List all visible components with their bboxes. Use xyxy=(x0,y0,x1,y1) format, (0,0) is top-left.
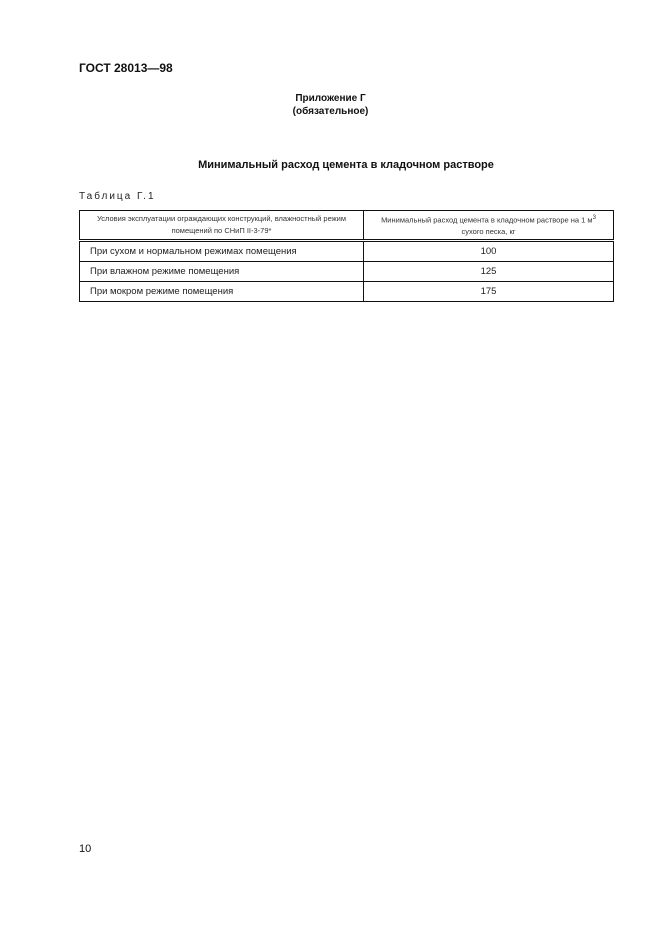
document-code: ГОСТ 28013—98 xyxy=(79,61,173,75)
cement-consumption-table xyxy=(79,210,614,302)
table-caption: Таблица Г.1 xyxy=(79,191,156,202)
column-header-conditions: Условия эксплуатации ограждающих конструкций, влажностный режим помещений по СНиП II-3-79* xyxy=(80,211,364,241)
table-row xyxy=(80,262,614,282)
condition-cell: При влажном режиме помещения xyxy=(80,262,364,282)
page-number: 10 xyxy=(79,843,92,855)
table-row xyxy=(80,241,614,262)
table-header-row xyxy=(80,211,614,241)
section-title: Минимальный расход цемента в кладочном растворе xyxy=(198,159,494,171)
value-cell: 125 xyxy=(364,262,614,282)
appendix-label: Приложение Г xyxy=(295,93,366,104)
appendix-heading xyxy=(0,92,661,118)
header-text-part: сухого песка, кг xyxy=(461,227,516,237)
value-cell: 175 xyxy=(364,282,614,302)
table-row xyxy=(80,282,614,302)
superscript: 3 xyxy=(592,214,596,221)
appendix-status: (обязательное) xyxy=(292,106,369,117)
condition-cell: При мокром режиме помещения xyxy=(80,282,364,302)
column-header-consumption xyxy=(364,211,614,241)
condition-cell: При сухом и нормальном режимах помещения xyxy=(80,241,364,262)
header-text-part: Минимальный расход цемента в кладочном растворе на 1 м xyxy=(381,215,593,225)
value-cell: 100 xyxy=(364,241,614,262)
